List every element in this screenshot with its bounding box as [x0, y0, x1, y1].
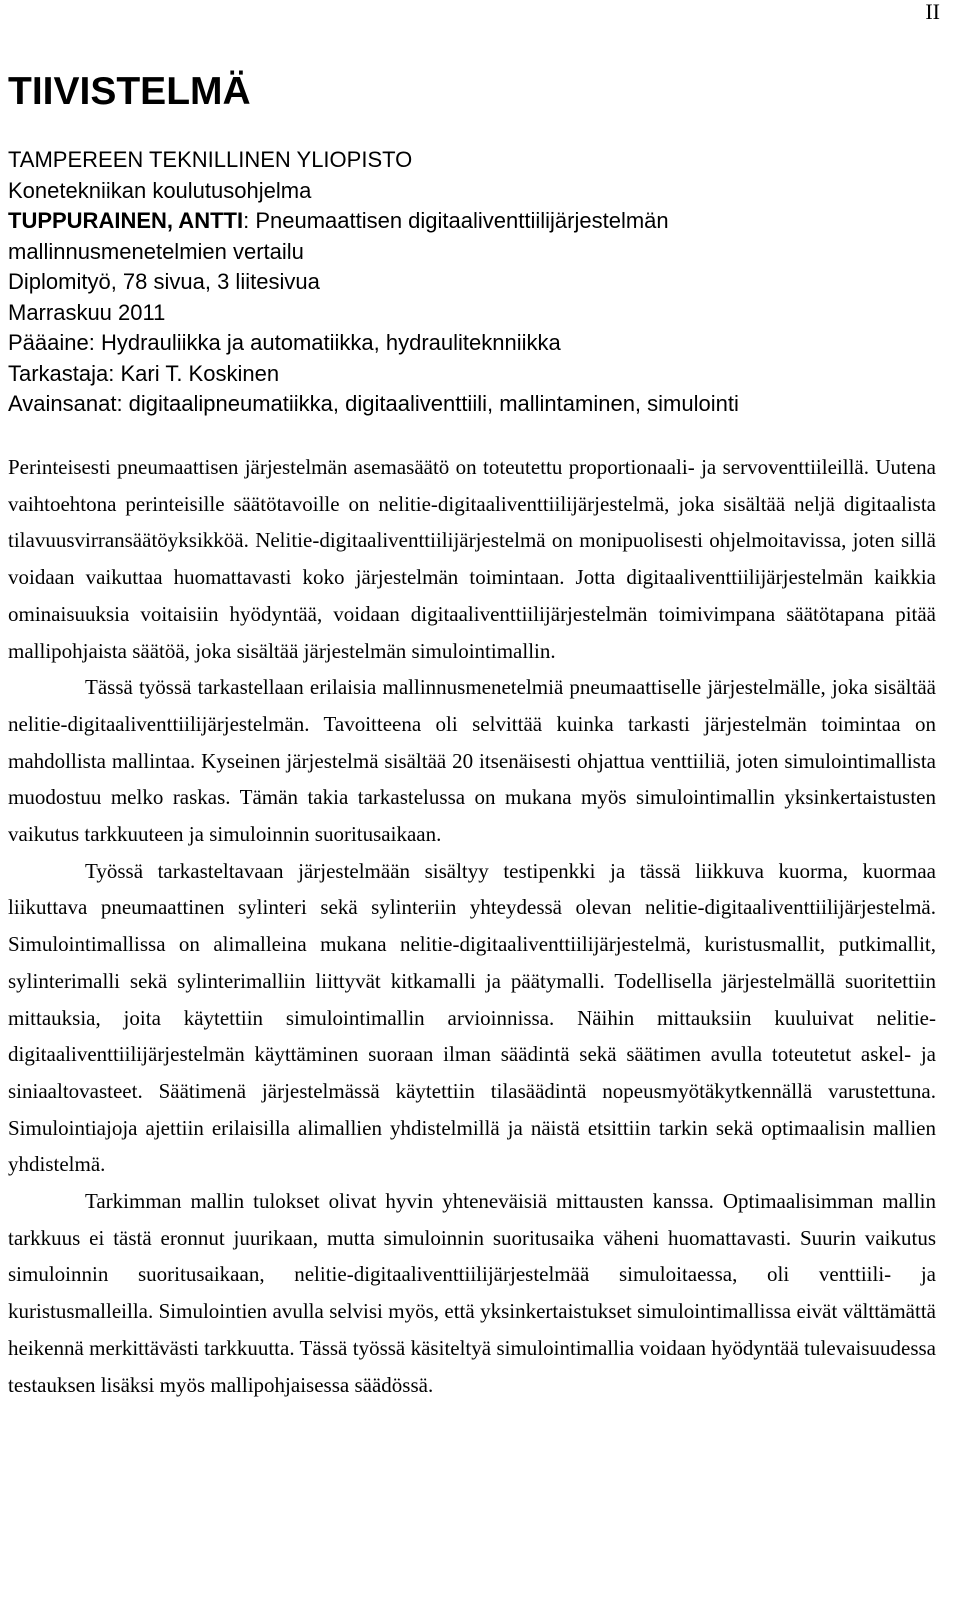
keywords: Avainsanat: digitaalipneumatiikka, digitaaliventtiili, mallintaminen, simulointi	[8, 391, 739, 416]
thesis-date: Marraskuu 2011	[8, 299, 166, 325]
page-title: TIIVISTELMÄ	[8, 70, 251, 113]
major-subject: Pääaine: Hydrauliikka ja automatiikka, hydrauliteknniikka	[8, 330, 561, 355]
thesis-title-part1: Pneumaattisen digitaaliventtiilijärjestelmän	[255, 208, 669, 233]
abstract-paragraph-4: Tarkimman mallin tulokset olivat hyvin yhteneväisiä mittausten kanssa. Optimaalisimman mallin tarkkuus ei tästä eronnut juurikaan, mutta simuloinnin suoritusaika väheni huomattavasti. Suurin vaikutus simuloinnin suoritusaikaan, nelitie-digitaaliventtiilijärjestelmää simuloitaessa, oli venttiili- ja kuristusmalleilla. Simulointien avulla selvisi myös, että yksinkertaistukset simulointimallissa eivät välttämättä heikennä merkittävästi tarkkuutta. Tässä työssä käsiteltyä simulointimallia voidaan hyödyntää tulevaisuudessa testauksen lisäksi myös mallipohjaisessa säädössä.	[8, 1189, 936, 1397]
page-number: II	[925, 0, 940, 24]
author-and-title-line	[8, 206, 948, 237]
degree-programme: Konetekniikan koulutusohjelma	[8, 177, 312, 203]
examiner: Tarkastaja: Kari T. Koskinen	[8, 360, 280, 386]
abstract-metadata	[8, 145, 948, 420]
abstract-paragraph-3: Työssä tarkasteltavaan järjestelmään sisältyy testipenkki ja tässä liikkuva kuorma, kuormaa liikuttava pneumaattinen sylinteri sekä sylinteriin yhteydessä olevan nelitie-digitaaliventtiilijärjestelmä. Simulointimallissa on alimalleina mukana nelitie-digitaaliventtiilijärjestelmä, kuristusmallit, putkimallit, sylinterimalli sekä sylinterimalliin liittyvät kitkamalli ja päätymalli. Todellisella järjestelmällä suoritettiin mittauksia, joita käytettiin simulointimallin arvioinnissa. Näihin mittauksiin kuuluivat nelitie-digitaaliventtiilijärjestelmän käyttäminen suoraan ilman säädintä sekä säätimen avulla toteutetut askel- ja siniaaltovasteet. Säätimenä järjestelmässä käytettiin tilasäädintä nopeusmyötäkytkennällä varustettuna. Simulointiajoja ajettiin erilaisilla alimallien yhdistelmillä ja näistä etsittiin tarkin sekä optimaalisin mallien yhdistelmä.	[8, 858, 936, 1177]
author-separator: :	[243, 208, 256, 233]
abstract-body	[8, 449, 936, 1403]
thesis-title-part2: mallinnusmenetelmien vertailu	[8, 238, 304, 264]
abstract-paragraph-1: Perinteisesti pneumaattisen järjestelmän asemasäätö on toteutettu proportionaali- ja servoventtiileillä. Uutena vaihtoehtona perinteisille säätötavoille on nelitie-digitaaliventtiilijärjestelmä, joka sisältää neljä digitaalista tilavuusvirransäätöyksikköä. Nelitie-digitaaliventtiilijärjestelmä on monipuolisesti ohjelmoitavissa, joten sillä voidaan vaikuttaa huomattavasti koko järjestelmän toimintaan. Jotta digitaaliventtiilijärjestelmän kaikkia ominaisuuksia voitaisiin hyödyntää, voidaan digitaaliventtiilijärjestelmän toimivimpana säätötapana pitää mallipohjaista säätöä, joka sisältää järjestelmän simulointimallin.	[8, 455, 936, 663]
university-name: TAMPEREEN TEKNILLINEN YLIOPISTO	[8, 147, 413, 172]
author-name: TUPPURAINEN, ANTTI	[8, 208, 244, 233]
abstract-paragraph-2: Tässä työssä tarkastellaan erilaisia mallinnusmenetelmiä pneumaattiselle järjestelmälle, joka sisältää nelitie-digitaaliventtiilijärjestelmän. Tavoitteena oli selvittää kuinka tarkasti järjestelmän toimintaa on mahdollista mallintaa. Kyseinen järjestelmä sisältää 20 itsenäisesti ohjattua venttiiliä, joten simulointimallista muodostuu melko raskas. Tämän takia tarkastelussa on mukana myös simulointimallin yksinkertaistusten vaikutus tarkkuuteen ja simuloinnin suoritusaikaan.	[8, 675, 936, 847]
thesis-type: Diplomityö, 78 sivua, 3 liitesivua	[8, 269, 320, 294]
